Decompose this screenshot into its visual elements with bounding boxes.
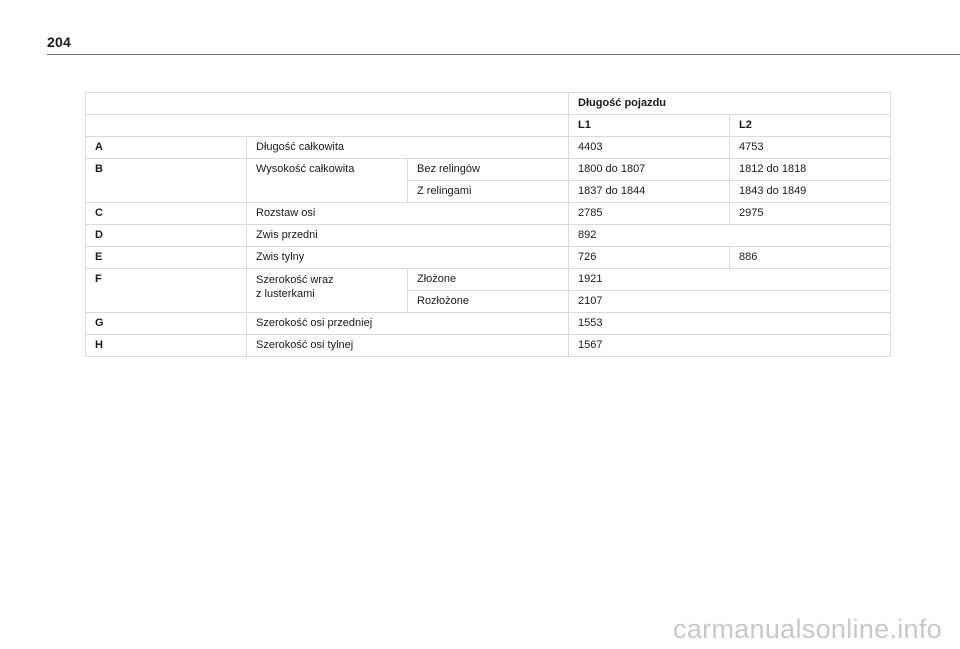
- row-label: Szerokość osi tylnej: [247, 335, 569, 357]
- value-l1: 2785: [569, 203, 730, 225]
- table-row: [86, 335, 891, 357]
- row-code: G: [86, 313, 247, 335]
- value-l1: 726: [569, 247, 730, 269]
- value-shared: 1567: [569, 335, 891, 357]
- row-label: Długość całkowita: [247, 137, 569, 159]
- row-sublabel: Bez relingów: [408, 159, 569, 181]
- column-header-l1: L1: [569, 115, 730, 137]
- table-subheader-row: [86, 115, 891, 137]
- row-label: Wysokość całkowita: [247, 159, 408, 203]
- table-row: [86, 313, 891, 335]
- value-l1: 1800 do 1807: [569, 159, 730, 181]
- header-divider: [47, 54, 960, 55]
- value-l2: 1812 do 1818: [730, 159, 891, 181]
- value-l1: 4403: [569, 137, 730, 159]
- row-sublabel: Złożone: [408, 269, 569, 291]
- table-header-row: [86, 93, 891, 115]
- row-label: Zwis przedni: [247, 225, 569, 247]
- row-label: Szerokość osi przedniej: [247, 313, 569, 335]
- value-shared: 1921: [569, 269, 891, 291]
- row-code: H: [86, 335, 247, 357]
- value-shared: 1553: [569, 313, 891, 335]
- value-l2: 1843 do 1849: [730, 181, 891, 203]
- table-row: [86, 137, 891, 159]
- row-label-line: Szerokość wraz: [256, 274, 334, 286]
- table-row: [86, 203, 891, 225]
- value-l1: 1837 do 1844: [569, 181, 730, 203]
- row-code: F: [86, 269, 247, 313]
- row-label: Zwis tylny: [247, 247, 569, 269]
- row-code: D: [86, 225, 247, 247]
- row-label: [247, 269, 408, 313]
- empty-header-cell: [86, 93, 569, 115]
- value-l2: 886: [730, 247, 891, 269]
- value-l2: 2975: [730, 203, 891, 225]
- row-code: C: [86, 203, 247, 225]
- row-code: B: [86, 159, 247, 203]
- row-sublabel: Z relingami: [408, 181, 569, 203]
- row-code: E: [86, 247, 247, 269]
- table-row: [86, 225, 891, 247]
- row-code: A: [86, 137, 247, 159]
- value-shared: 892: [569, 225, 891, 247]
- row-sublabel: Rozłożone: [408, 291, 569, 313]
- table-row: [86, 247, 891, 269]
- value-shared: 2107: [569, 291, 891, 313]
- vehicle-dimensions-table: [85, 92, 891, 357]
- table-row: [86, 269, 891, 291]
- value-l2: 4753: [730, 137, 891, 159]
- column-header-l2: L2: [730, 115, 891, 137]
- row-label: Rozstaw osi: [247, 203, 569, 225]
- page-number: 204: [47, 34, 71, 50]
- row-label-line: z lusterkami: [256, 288, 315, 300]
- table-row: [86, 159, 891, 181]
- vehicle-length-header: Długość pojazdu: [569, 93, 891, 115]
- watermark: carmanualsonline.info: [673, 614, 942, 644]
- empty-subheader-cell: [86, 115, 569, 137]
